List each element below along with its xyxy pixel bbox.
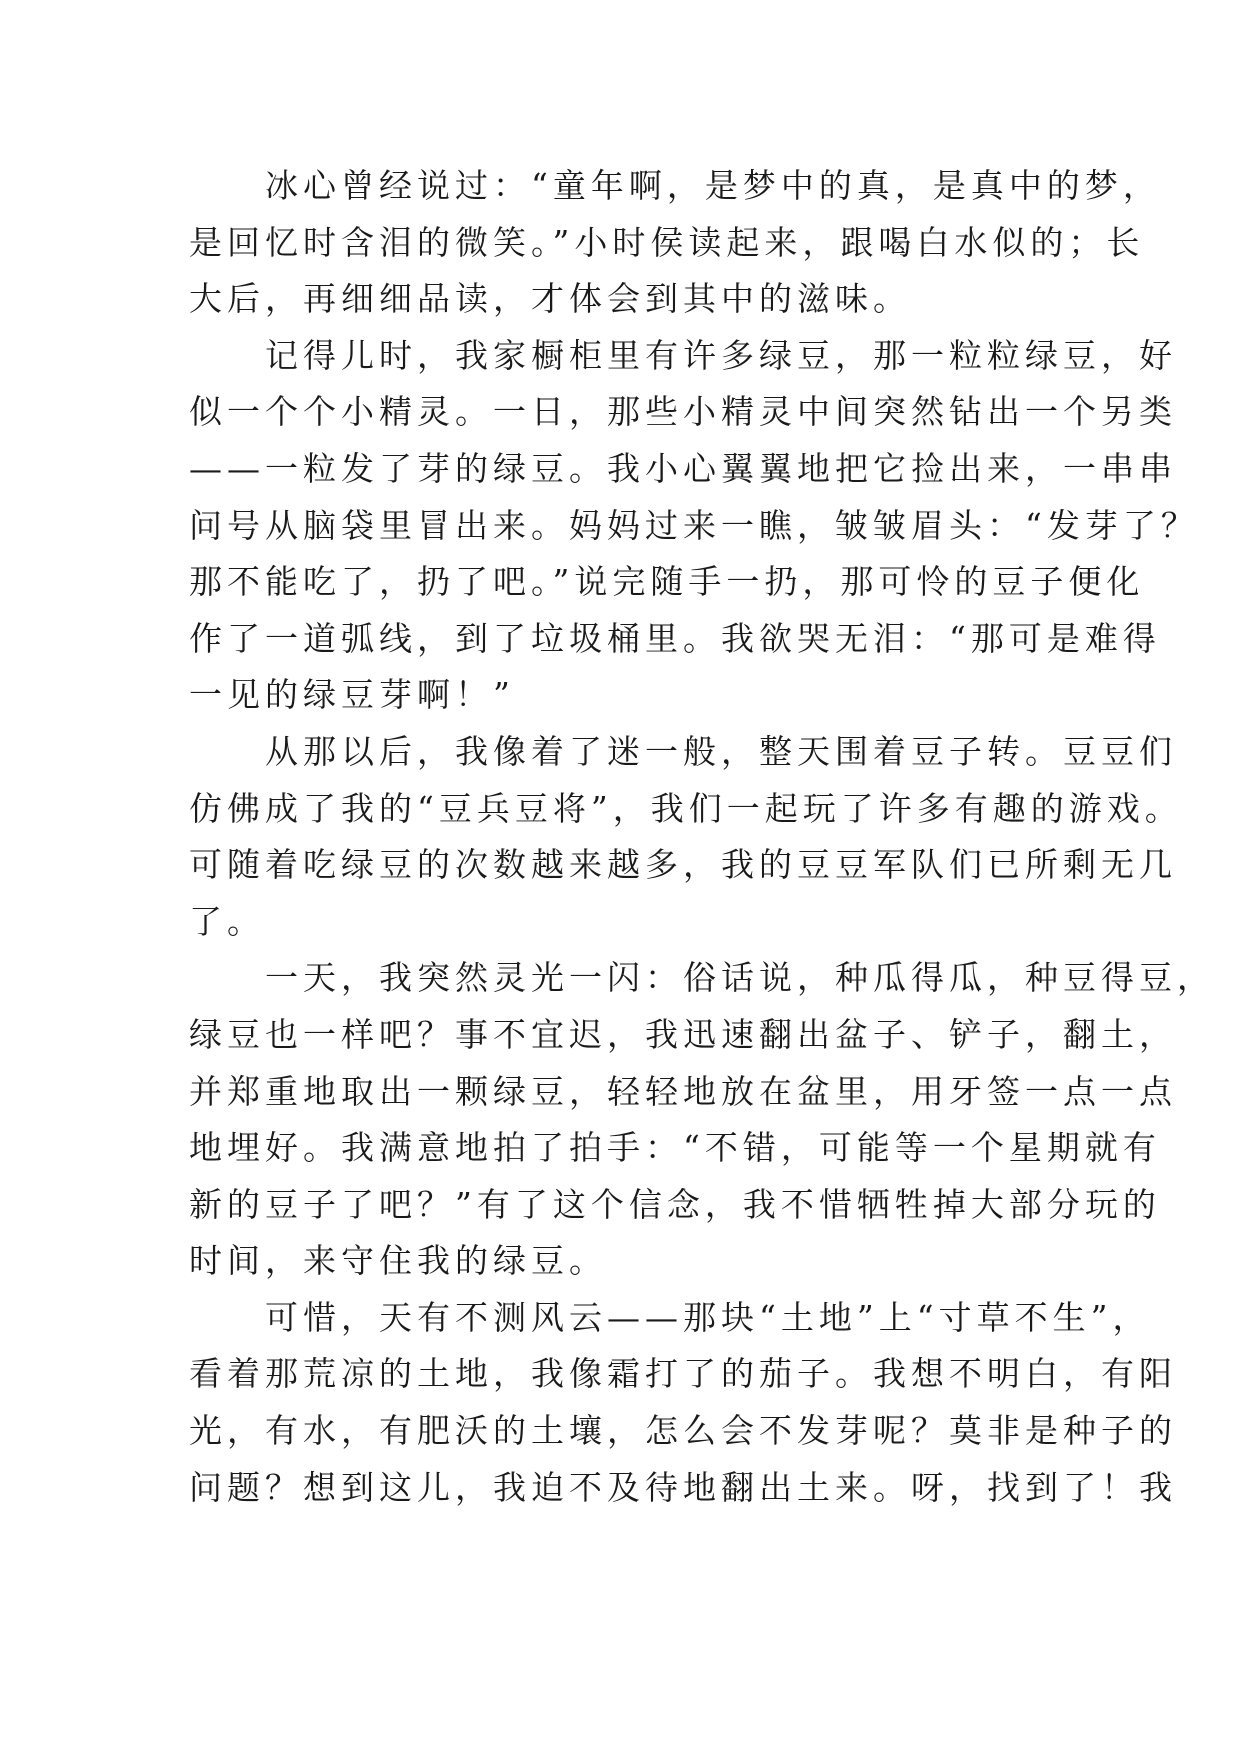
paragraph-4-line-6: 时间，来守住我的绿豆。 [189, 1241, 607, 1281]
paragraph-1-line-1: 冰心曾经说过：“童年啊，是梦中的真，是真中的梦， [265, 166, 1161, 205]
paragraph-4-line-5: 新的豆子了吧？”有了这个信念，我不惜牺牲掉大部分玩的 [189, 1184, 1161, 1224]
paragraph-1-line-3: 大后，再细细品读，才体会到其中的滋味。 [189, 279, 911, 319]
paragraph-4-line-1: 一天，我突然灵光一闪：俗话说，种瓜得瓜，种豆得豆， [265, 958, 1215, 998]
paragraph-2-line-2: 似一个个小精灵。一日，那些小精灵中间突然钻出一个另类 [189, 392, 1177, 432]
paragraph-1-line-2: 是回忆时含泪的微笑。”小时侯读起来，跟喝白水似的；长 [189, 222, 1145, 262]
paragraph-2-line-6: 作了一道弧线，到了垃圾桶里。我欲哭无泪：“那可是难得 [189, 618, 1161, 658]
paragraph-3-line-2: 仿佛成了我的“豆兵豆将”，我们一起玩了许多有趣的游戏。 [189, 788, 1183, 828]
paragraph-3-line-4: 了。 [189, 901, 265, 941]
paragraph-4-line-2: 绿豆也一样吧？事不宜迟，我迅速翻出盆子、铲子，翻土， [189, 1014, 1177, 1054]
paragraph-3-line-3: 可随着吃绿豆的次数越来越多，我的豆豆军队们已所剩无几 [189, 845, 1177, 885]
paragraph-5-line-3: 光，有水，有肥沃的土壤，怎么会不发芽呢？莫非是种子的 [189, 1411, 1177, 1451]
paragraph-5-line-4: 问题？想到这儿，我迫不及待地翻出土来。呀，找到了！我 [189, 1467, 1177, 1507]
paragraph-5-line-2: 看着那荒凉的土地，我像霜打了的茄子。我想不明白，有阳 [189, 1354, 1177, 1394]
paragraph-2-line-3: ——一粒发了芽的绿豆。我小心翼翼地把它捡出来，一串串 [189, 448, 1177, 488]
paragraph-3-line-1: 从那以后，我像着了迷一般，整天围着豆子转。豆豆们 [265, 731, 1177, 771]
paragraph-2-line-7: 一见的绿豆芽啊！” [189, 675, 515, 715]
paragraph-2-line-5: 那不能吃了，扔了吧。”说完随手一扔，那可怜的豆子便化 [189, 562, 1145, 602]
essay-text [189, 158, 1215, 1516]
paragraph-2-line-4: 问号从脑袋里冒出来。妈妈过来一瞧，皱皱眉头：“发芽了？ [189, 505, 1199, 545]
paragraph-5-line-1: 可惜，天有不测风云——那块“土地”上“寸草不生”， [265, 1297, 1151, 1337]
paragraph-2-line-1: 记得儿时，我家橱柜里有许多绿豆，那一粒粒绿豆，好 [265, 335, 1177, 375]
paragraph-4-line-4: 地埋好。我满意地拍了拍手：“不错，可能等一个星期就有 [189, 1128, 1161, 1168]
paragraph-4-line-3: 并郑重地取出一颗绿豆，轻轻地放在盆里，用牙签一点一点 [189, 1071, 1177, 1111]
